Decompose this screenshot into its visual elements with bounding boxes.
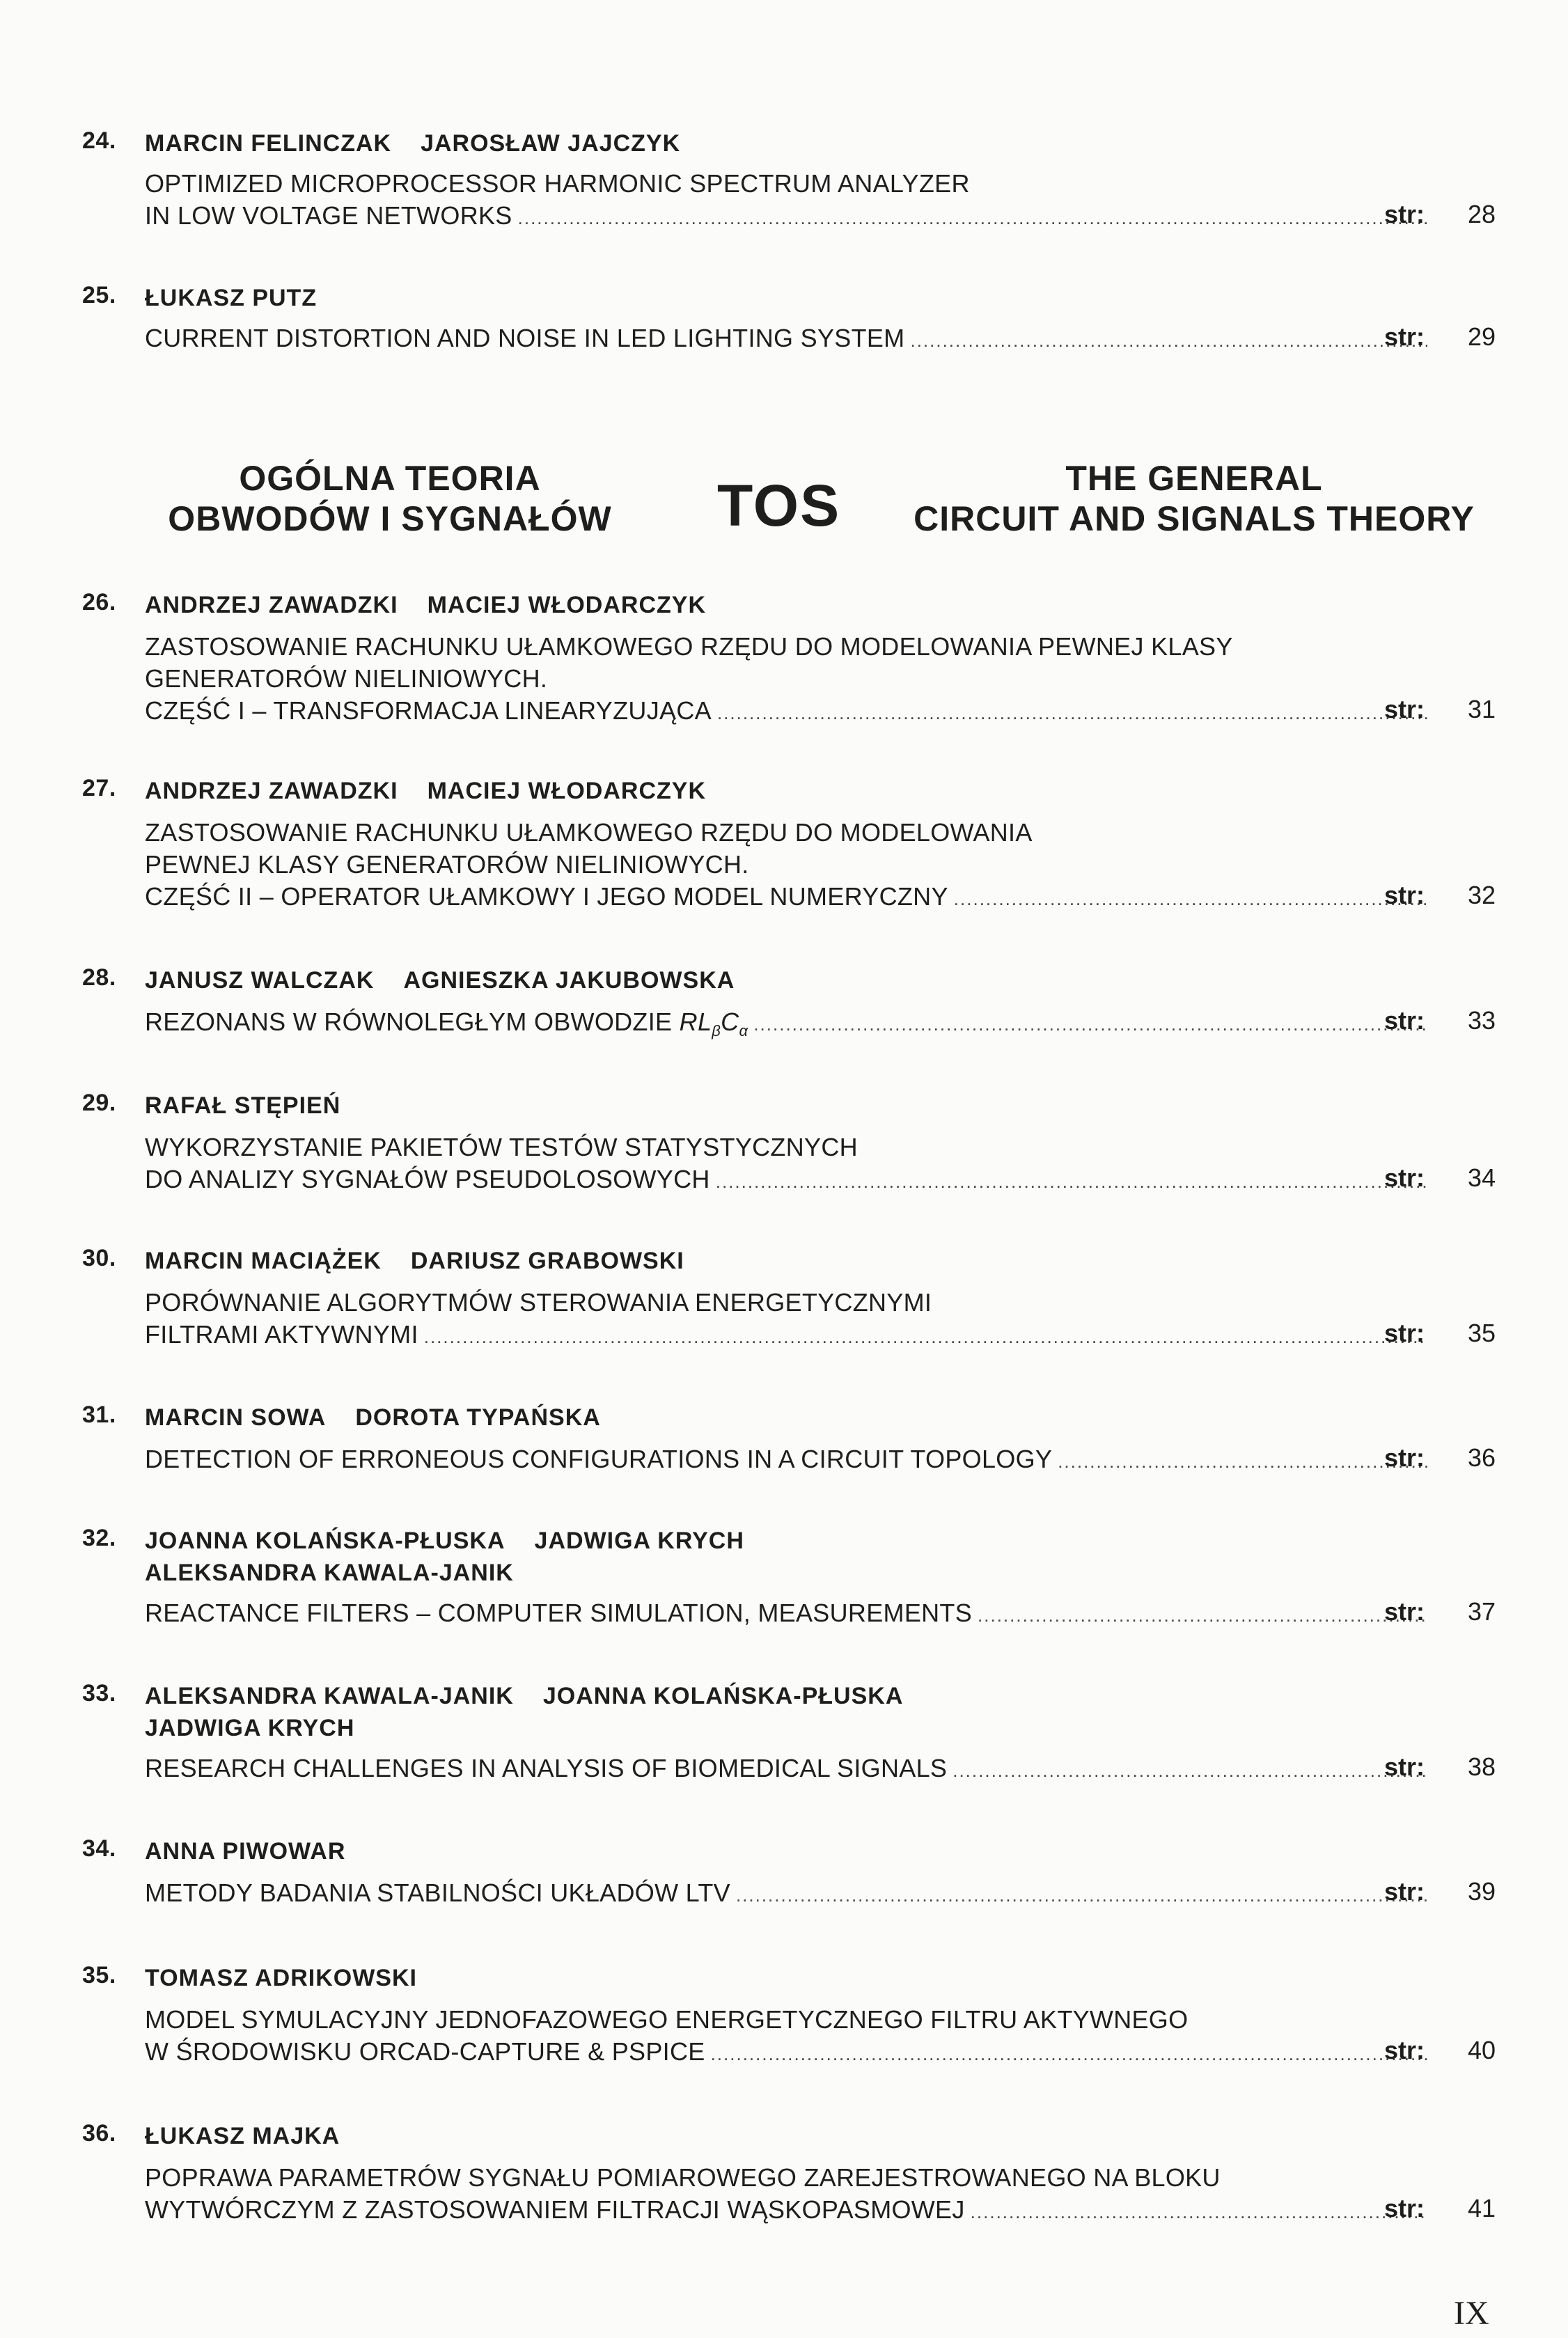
page-footer-number: IX <box>1454 2295 1489 2332</box>
page-number: 41 <box>1467 2194 1496 2222</box>
page-label: str: <box>1384 1163 1425 1192</box>
page-reference <box>1384 200 1496 229</box>
page-reference <box>1384 1319 1496 1348</box>
entry-number: 36. <box>82 2120 116 2147</box>
title-line: IN LOW VOLTAGE NETWORKS <box>145 201 512 230</box>
entry-title <box>145 1877 1433 1911</box>
entry-authors <box>145 1835 375 1867</box>
author: ŁUKASZ MAJKA <box>145 2123 340 2149</box>
title-line: PEWNEJ KLASY GENERATORÓW NIELINIOWYCH. <box>145 850 749 879</box>
title-line: CZĘŚĆ II – OPERATOR UŁAMKOWY I JEGO MODEL NUMERYCZNY <box>145 882 948 911</box>
page-reference <box>1384 2194 1496 2223</box>
author: TOMASZ ADRIKOWSKI <box>145 1965 417 1991</box>
author: ANNA PIWOWAR <box>145 1838 346 1865</box>
page-label: str: <box>1384 200 1425 228</box>
entry-number: 26. <box>82 589 116 615</box>
section-title-polish: OGÓLNA TEORIA OBWODÓW I SYGNAŁÓW <box>168 459 612 538</box>
entry-title <box>145 1006 1433 1047</box>
entry-title <box>145 1131 1433 1198</box>
page-reference <box>1384 1752 1496 1782</box>
author: JADWIGA KRYCH <box>534 1528 744 1554</box>
page-reference <box>1384 1597 1496 1626</box>
title-line: OPTIMIZED MICROPROCESSOR HARMONIC SPECTRUM ANALYZER <box>145 169 970 198</box>
title-line: MODEL SYMULACYJNY JEDNOFAZOWEGO ENERGETYCZNEGO FILTRU AKTYWNEGO <box>145 2005 1189 2034</box>
entry-number: 35. <box>82 1962 116 1988</box>
leader-dots <box>753 1008 1427 1040</box>
section-header <box>0 458 1568 549</box>
leader-dots <box>716 1166 1427 1198</box>
page-number: 29 <box>1467 322 1496 351</box>
title-line: CZĘŚĆ I – TRANSFORMACJA LINEARYZUJĄCA <box>145 696 712 725</box>
title-line: ZASTOSOWANIE RACHUNKU UŁAMKOWEGO RZĘDU DO MODELOWANIA <box>145 818 1033 847</box>
page-reference <box>1384 1163 1496 1193</box>
author: DARIUSZ GRABOWSKI <box>410 1248 684 1274</box>
author: ALEKSANDRA KAWALA-JANIK <box>145 1683 514 1709</box>
leader-dots <box>424 1321 1427 1353</box>
author: JOANNA KOLAŃSKA-PŁUSKA <box>542 1683 904 1709</box>
title-line: FILTRAMI AKTYWNYMI <box>145 1320 418 1349</box>
entry-authors <box>145 127 709 159</box>
section-code: TOS <box>717 473 841 538</box>
title-line: ZASTOSOWANIE RACHUNKU UŁAMKOWEGO RZĘDU DO MODELOWANIA PEWNEJ KLASY <box>145 632 1233 661</box>
leader-dots <box>910 324 1427 356</box>
entry-number: 27. <box>82 775 116 801</box>
title-line: W ŚRODOWISKU ORCAD-CAPTURE & PSPICE <box>145 2037 705 2066</box>
page-number: 38 <box>1467 1752 1496 1781</box>
page-label: str: <box>1384 2036 1425 2064</box>
page-number: 37 <box>1467 1597 1496 1626</box>
page-number: 35 <box>1467 1319 1496 1347</box>
author: MARCIN FELINCZAK <box>145 130 392 157</box>
page-label: str: <box>1384 1319 1425 1347</box>
page-label: str: <box>1384 322 1425 351</box>
entry-title <box>145 322 1433 356</box>
leader-dots <box>717 697 1427 729</box>
page-reference <box>1384 1877 1496 1906</box>
author: ALEKSANDRA KAWALA-JANIK <box>145 1560 514 1586</box>
page-number: 31 <box>1467 695 1496 723</box>
title-line: DETECTION OF ERRONEOUS CONFIGURATIONS IN A CIRCUIT TOPOLOGY <box>145 1445 1053 1473</box>
page-label: str: <box>1384 881 1425 909</box>
page-number: 34 <box>1467 1163 1496 1192</box>
title-line: REACTANCE FILTERS – COMPUTER SIMULATION, MEASUREMENTS <box>145 1599 973 1627</box>
author: JOANNA KOLAŃSKA-PŁUSKA <box>145 1528 505 1554</box>
page-label: str: <box>1384 1443 1425 1472</box>
entry-authors <box>145 1090 370 1122</box>
leader-dots <box>978 1599 1427 1631</box>
author: MARCIN SOWA <box>145 1404 327 1431</box>
title-line: CURRENT DISTORTION AND NOISE IN LED LIGHTING SYSTEM <box>145 324 905 352</box>
page-reference <box>1384 1443 1496 1473</box>
author: ŁUKASZ PUTZ <box>145 285 317 311</box>
author: JADWIGA KRYCH <box>145 1715 355 1741</box>
title-line: GENERATORÓW NIELINIOWYCH. <box>145 664 548 693</box>
author: JANUSZ WALCZAK <box>145 967 375 994</box>
page-label: str: <box>1384 1877 1425 1906</box>
entry-title <box>145 168 1433 234</box>
page-label: str: <box>1384 695 1425 723</box>
entry-authors <box>145 1525 774 1589</box>
author: MACIEJ WŁODARCZYK <box>427 778 706 804</box>
author: JAROSŁAW JAJCZYK <box>421 130 681 157</box>
author: RAFAŁ STĘPIEŃ <box>145 1092 341 1119</box>
leader-dots <box>736 1879 1427 1911</box>
leader-dots <box>954 883 1427 915</box>
entry-title <box>145 2162 1433 2228</box>
page-label: str: <box>1384 1597 1425 1626</box>
entry-number: 25. <box>82 282 116 308</box>
entry-title <box>145 1752 1433 1787</box>
page-reference <box>1384 2036 1496 2065</box>
page-number: 32 <box>1467 881 1496 909</box>
page-number: 36 <box>1467 1443 1496 1472</box>
title-line: WYKORZYSTANIE PAKIETÓW TESTÓW STATYSTYCZNYCH <box>145 1133 858 1161</box>
entry-number: 24. <box>82 127 116 154</box>
page-number: 40 <box>1467 2036 1496 2064</box>
entry-authors <box>145 2120 369 2152</box>
entry-authors <box>145 1402 630 1434</box>
page-number: 33 <box>1467 1006 1496 1035</box>
leader-dots <box>971 2196 1427 2228</box>
title-line: RESEARCH CHALLENGES IN ANALYSIS OF BIOMEDICAL SIGNALS <box>145 1754 948 1782</box>
entry-title <box>145 2004 1433 2070</box>
entry-title <box>145 1597 1433 1631</box>
entry-authors <box>145 1245 714 1277</box>
entry-authors <box>145 282 346 314</box>
author: DOROTA TYPAŃSKA <box>355 1404 601 1431</box>
page-reference <box>1384 695 1496 724</box>
leader-dots <box>518 202 1427 234</box>
author: ANDRZEJ ZAWADZKI <box>145 778 398 804</box>
page-label: str: <box>1384 1006 1425 1035</box>
page-label: str: <box>1384 1752 1425 1781</box>
entry-authors <box>145 589 735 621</box>
entry-number: 28. <box>82 964 116 991</box>
title-line: REZONANS W RÓWNOLEGŁYM OBWODZIE <box>145 1007 673 1036</box>
leader-dots <box>1058 1445 1427 1477</box>
entry-authors <box>145 1962 446 1994</box>
author: ANDRZEJ ZAWADZKI <box>145 592 398 618</box>
leader-dots <box>952 1755 1427 1787</box>
page-number: 39 <box>1467 1877 1496 1906</box>
entry-title <box>145 817 1433 915</box>
section-title-english: THE GENERAL CIRCUIT AND SIGNALS THEORY <box>914 459 1475 538</box>
page-number: 28 <box>1467 200 1496 228</box>
page-label: str: <box>1384 2194 1425 2222</box>
author: AGNIESZKA JAKUBOWSKA <box>403 967 735 994</box>
title-line: PORÓWNANIE ALGORYTMÓW STEROWANIA ENERGETYCZNYMI <box>145 1288 932 1317</box>
author: MARCIN MACIĄŻEK <box>145 1248 382 1274</box>
title-line: POPRAWA PARAMETRÓW SYGNAŁU POMIAROWEGO ZAREJESTROWANEGO NA BLOKU <box>145 2163 1221 2192</box>
entry-title <box>145 1287 1433 1353</box>
title-math: $RL_\beta C_\alpha$ <box>679 1007 748 1040</box>
author: MACIEJ WŁODARCZYK <box>427 592 706 618</box>
page-reference <box>1384 1006 1496 1035</box>
entry-authors <box>145 964 764 996</box>
entry-number: 34. <box>82 1835 116 1862</box>
entry-number: 32. <box>82 1525 116 1551</box>
leader-dots <box>711 2038 1427 2070</box>
entry-number: 31. <box>82 1402 116 1428</box>
entry-title <box>145 631 1433 729</box>
entry-authors <box>145 775 735 807</box>
entry-number: 33. <box>82 1680 116 1707</box>
title-line: METODY BADANIA STABILNOŚCI UKŁADÓW LTV <box>145 1878 730 1907</box>
entry-title <box>145 1443 1433 1477</box>
page-reference <box>1384 322 1496 352</box>
title-line: DO ANALIZY SYGNAŁÓW PSEUDOLOSOWYCH <box>145 1165 710 1193</box>
page-reference <box>1384 881 1496 910</box>
entry-number: 29. <box>82 1090 116 1116</box>
entry-number: 30. <box>82 1245 116 1271</box>
title-line: WYTWÓRCZYM Z ZASTOSOWANIEM FILTRACJI WĄSKOPASMOWEJ <box>145 2195 965 2224</box>
entry-authors <box>145 1680 932 1744</box>
